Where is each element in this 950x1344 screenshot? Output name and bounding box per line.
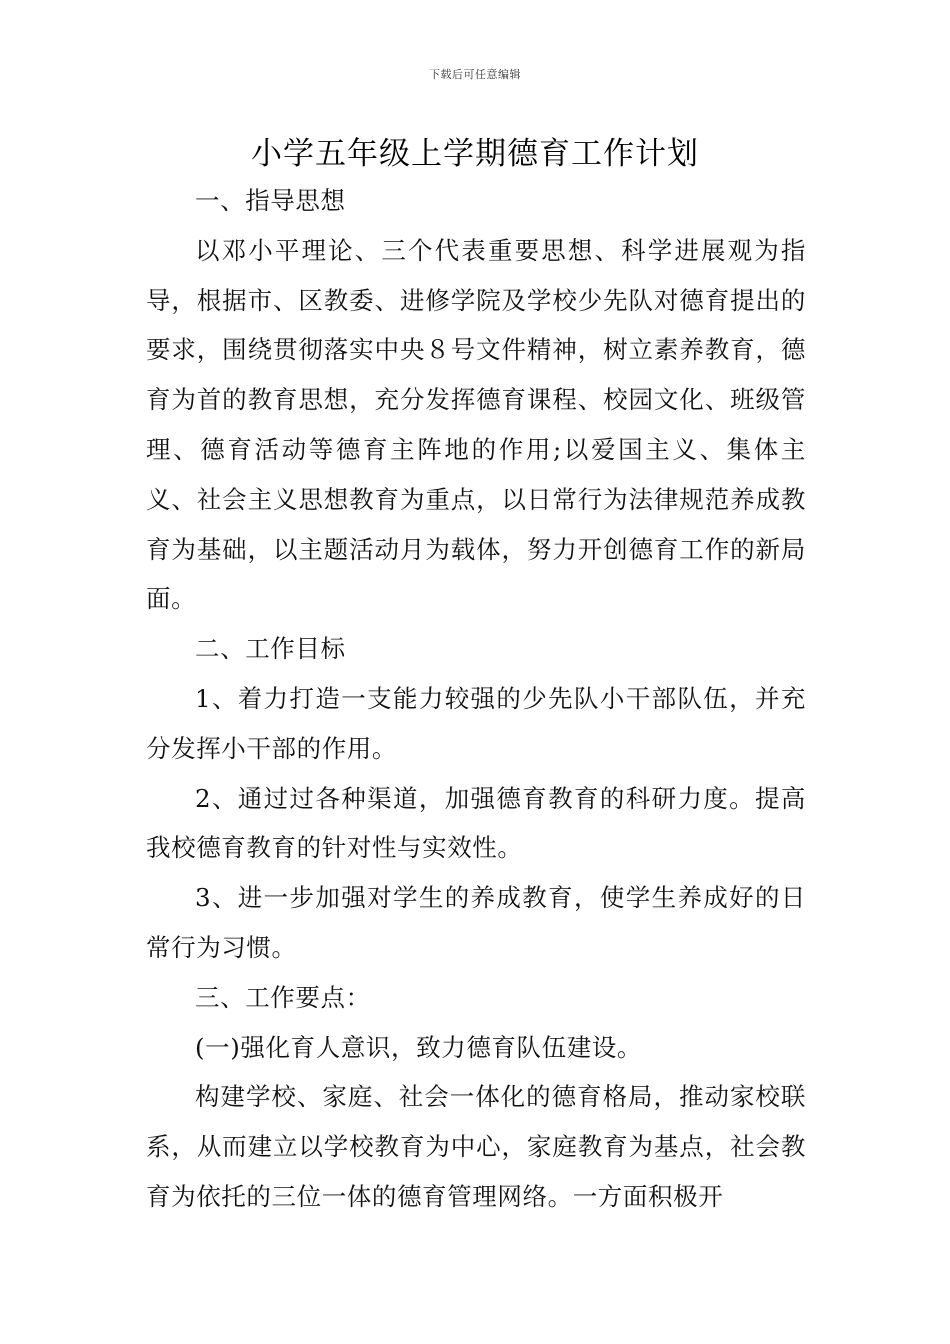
paragraph-guiding-ideology: 以邓小平理论、三个代表重要思想、科学进展观为指导，根据市、区教委、进修学院及学校少先队对德育提出的要求，围绕贯彻落实中央８号文件精神，树立素养教育，德育为首的教育思想，充分发挥德育课程、校园文化、班级管理、德育活动等德育主阵地的作用;以爱国主义、集体主义、社会主义思想教育为重点，以日常行为法律规范养成教育为基础，以主题活动月为载体，努力开创德育工作的新局面。 bbox=[146, 235, 806, 614]
header-note: 下载后可任意编辑 bbox=[429, 68, 521, 81]
paragraph-subsection-1: 构建学校、家庭、社会一体化的德育格局，推动家校联系，从而建立以学校教育为中心，家庭教育为基点，社会教育为依托的三位一体的德育管理网络。一方面积极开 bbox=[146, 1082, 806, 1211]
section-heading-work-goals: 二、工作目标 bbox=[195, 634, 346, 664]
section-heading-work-points: 三、工作要点： bbox=[195, 982, 371, 1012]
section-heading-guiding-ideology: 一、指导思想 bbox=[195, 186, 346, 215]
goal-item-3: 3、进一步加强对学生的养成教育，使学生养成好的日常行为习惯。 bbox=[146, 883, 806, 962]
goal-item-2: 2、通过过各种渠道，加强德育教育的科研力度。提高我校德育教育的针对性与实效性。 bbox=[146, 783, 806, 863]
subsection-heading-1: (一)强化育人意识，致力德育队伍建设。 bbox=[195, 1032, 643, 1062]
document-body bbox=[146, 176, 806, 1222]
document-title: 小学五年级上学期德育工作计划 bbox=[251, 136, 699, 172]
goal-item-1: 1、着力打造一支能力较强的少先队小干部队伍，并充分发挥小干部的作用。 bbox=[146, 683, 806, 763]
